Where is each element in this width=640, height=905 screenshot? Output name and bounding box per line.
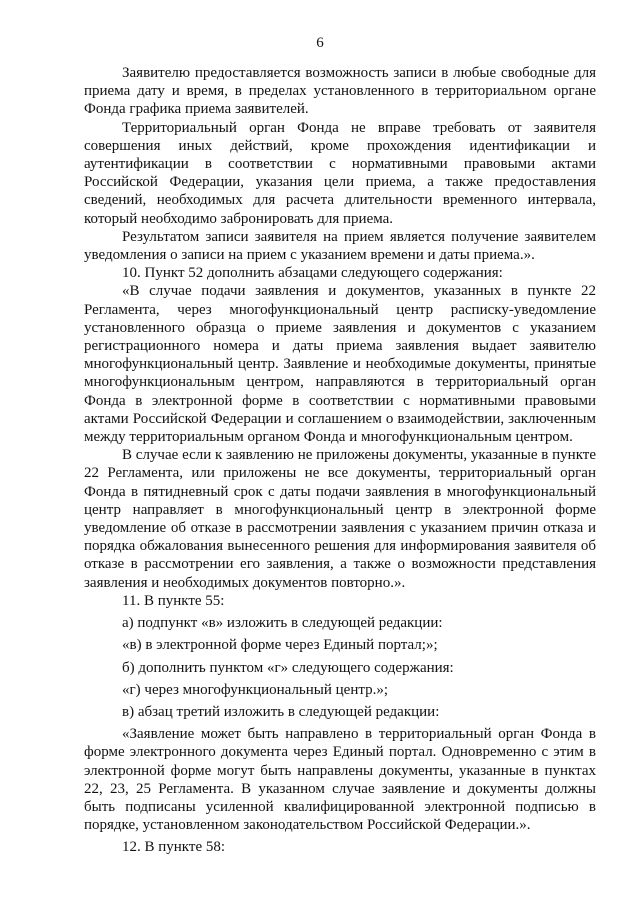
document-body xyxy=(84,64,596,857)
paragraph: в) абзац третий изложить в следующей редакции: xyxy=(122,703,440,720)
paragraph: 10. Пункт 52 дополнить абзацами следующего содержания: xyxy=(122,265,503,282)
paragraph: В случае если к заявлению не приложены документы, указанные в пункте 22 Регламента, или приложены не все документы, территориальный орган Фонда в пятидневный срок с даты подачи заявления в многофункциональный центр направляет в многофункциональный центр в электронной форме уведомление об отказе в рассмотрении заявления с указанием причин отказа и порядка обжалования вынесенного решения для информирования заявителя об отказе в рассмотрении его заявления, а также о возможности представления заявления и необходимых документов повторно.». xyxy=(84,447,596,591)
paragraph: б) дополнить пунктом «г» следующего содержания: xyxy=(122,659,454,676)
page-number: 6 xyxy=(316,35,324,51)
paragraph: 11. В пункте 55: xyxy=(122,592,225,609)
paragraph: «г) через многофункциональный центр.»; xyxy=(122,681,389,698)
paragraph: 12. В пункте 58: xyxy=(122,839,226,856)
paragraph: «в) в электронной форме через Единый портал;»; xyxy=(122,637,438,654)
paragraph: Территориальный орган Фонда не вправе требовать от заявителя совершения иных действий, кроме прохождения идентификации и аутентификации в соответствии с нормативными правовыми актами Российской Федерации, указания цели приема, а также предоставления сведений, необходимых для расчета длительности временного интервала, который необходимо забронировать для приема. xyxy=(84,119,596,227)
paragraph: «В случае подачи заявления и документов, указанных в пункте 22 Регламента, через многофункциональный центр расписку-уведомление установленного образца о приеме заявления и документов с указанием регистрационного номера и даты приема заявления выдает заявителю многофункциональный центр. Заявление и необходимые документы, принятые многофункциональным центром, направляются в территориальный орган Фонда в электронной форме в соответствии с нормативными правовыми актами Российской Федерации и соглашением о взаимодействии, заключенным между территориальным органом Фонда и многофункциональным центром. xyxy=(84,283,596,446)
paragraph: Заявителю предоставляется возможность записи в любые свободные для приема дату и время, в пределах установленного в территориальном органе Фонда графика приема заявителей. xyxy=(84,65,596,118)
paragraph: «Заявление может быть направлено в территориальный орган Фонда в форме электронного документа через Единый портал. Одновременно с этим в электронной форме могут быть направлены документы, указанные в пунктах 22, 23, 25 Регламента. В указанном случае заявление и документы должны быть подписаны усиленной квалифицированной электронной подписью в порядке, установленном законодательством Российской Федерации.». xyxy=(84,726,596,834)
paragraph: а) подпункт «в» изложить в следующей редакции: xyxy=(122,615,443,632)
paragraph: Результатом записи заявителя на прием является получение заявителем уведомления о записи на прием с указанием времени и даты приема.». xyxy=(84,228,596,264)
